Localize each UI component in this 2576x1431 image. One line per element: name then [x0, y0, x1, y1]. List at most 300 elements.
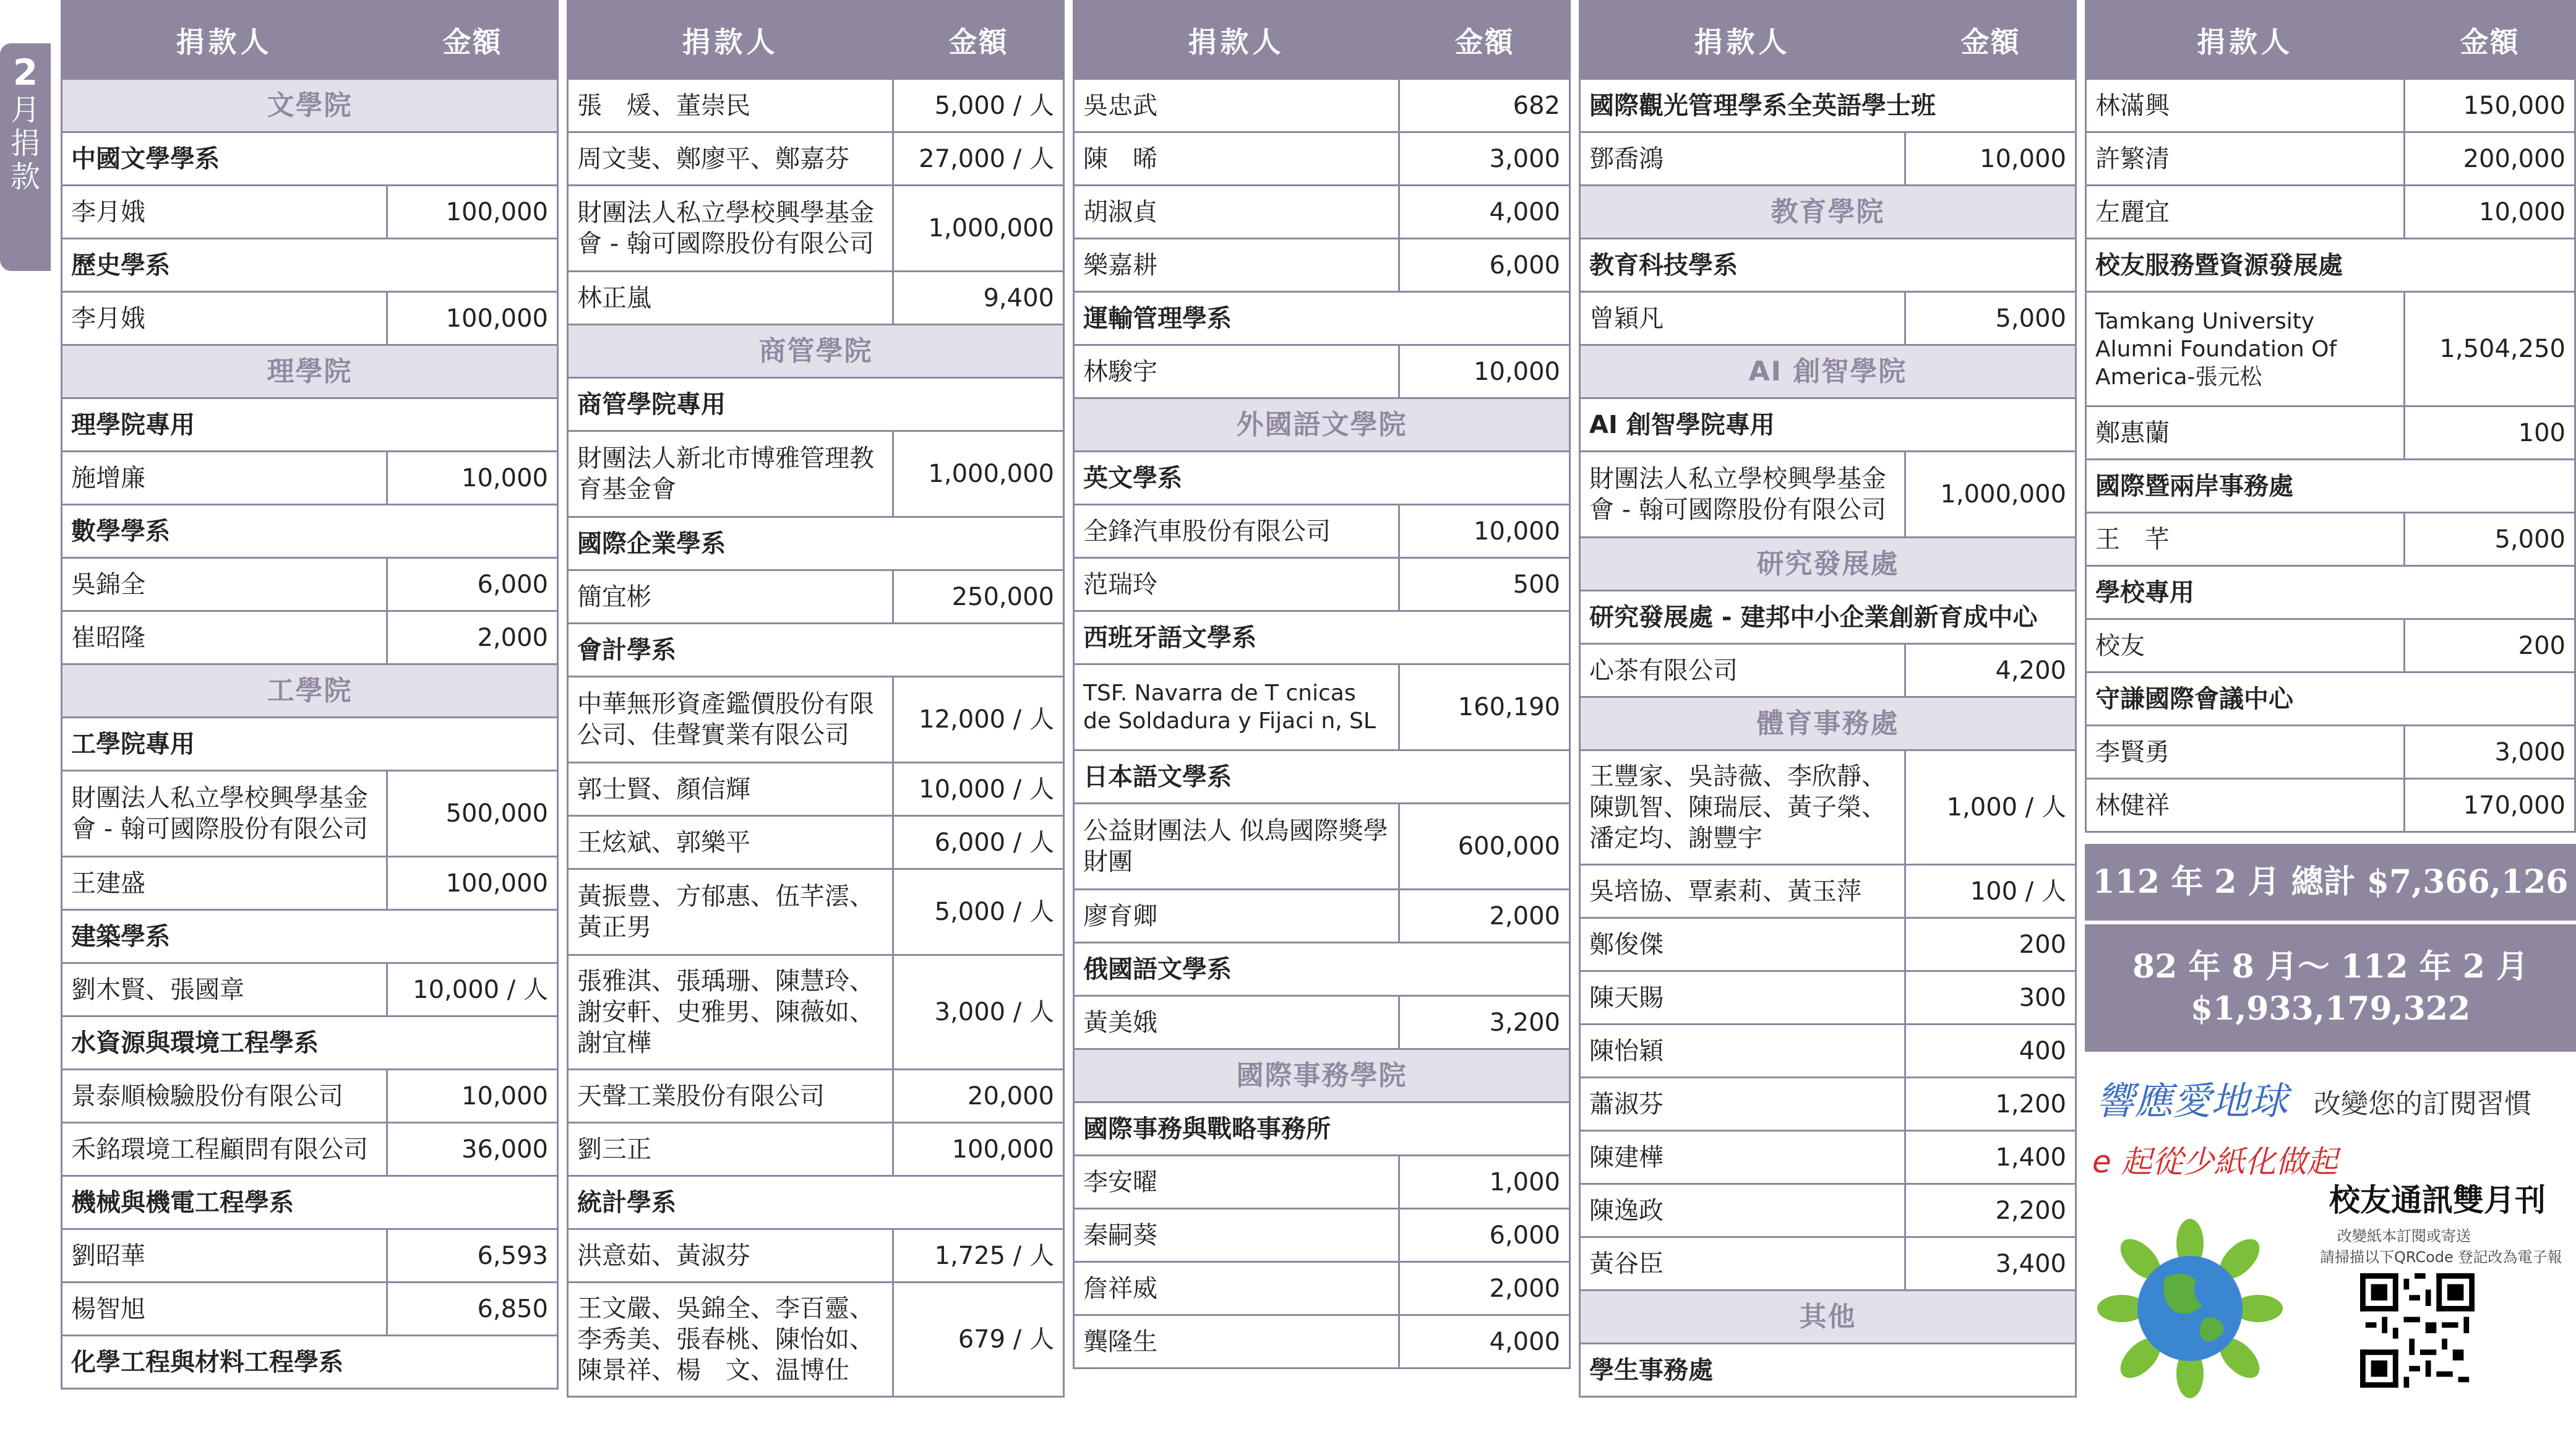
donor-row — [1074, 890, 1570, 943]
department-name: 機械與機電工程學系 — [62, 1176, 558, 1229]
donation-amount: 1,000,000 — [893, 186, 1064, 272]
donor-name: 陳建樺 — [1580, 1131, 1905, 1184]
donor-row — [568, 677, 1064, 763]
donor-row — [62, 1229, 558, 1283]
donor-row — [2086, 292, 2575, 406]
monthly-total: 112 年 2 月 總計 $7,366,126 — [2085, 844, 2576, 921]
promo-slogan: 響應愛地球 — [2096, 1078, 2288, 1124]
header-amount: 金額 — [2405, 1, 2575, 79]
donor-name: 范瑞玲 — [1074, 558, 1399, 611]
donor-name: 施增廉 — [62, 452, 387, 505]
donation-amount: 3,400 — [1905, 1237, 2076, 1291]
donation-amount: 600,000 — [1399, 804, 1570, 890]
donor-row — [62, 186, 558, 239]
donor-row — [62, 292, 558, 345]
donor-name: 林正嵐 — [568, 272, 893, 325]
donor-name: 鄧喬鴻 — [1580, 132, 1905, 186]
donation-amount: 2,200 — [1905, 1184, 2076, 1237]
department-name: 學生事務處 — [1580, 1344, 2076, 1397]
donor-name: 張雅淇、張瑀珊、陳慧玲、謝安軒、史雅男、陳薇如、謝宜樺 — [568, 955, 893, 1070]
donor-name: 楊智旭 — [62, 1283, 387, 1336]
donation-column-3 — [1073, 0, 1571, 1431]
donor-name: 樂嘉耕 — [1074, 239, 1399, 292]
e-newsletter-promo — [2085, 1064, 2576, 1411]
donor-row — [1580, 292, 2076, 345]
donor-name: 黃谷臣 — [1580, 1237, 1905, 1291]
header-donor: 捐款人 — [2086, 1, 2405, 79]
donor-row — [568, 869, 1064, 955]
donation-amount: 100,000 — [893, 1123, 1064, 1176]
donor-row — [1074, 1156, 1570, 1209]
donation-amount: 6,000 — [1399, 239, 1570, 292]
donor-row — [62, 857, 558, 910]
department-heading-row — [62, 1016, 558, 1070]
department-name: 水資源與環境工程學系 — [62, 1016, 558, 1070]
donor-row — [1074, 505, 1570, 558]
donor-row — [2086, 513, 2575, 566]
department-heading-row — [62, 1176, 558, 1229]
donor-name: 黃振豊、方郁惠、伍芊澐、黃正男 — [568, 869, 893, 955]
department-heading-row — [1580, 239, 2076, 292]
donor-name: 簡宜彬 — [568, 570, 893, 624]
header-amount: 金額 — [1399, 1, 1570, 79]
donation-amount: 27,000 / 人 — [893, 132, 1064, 186]
donor-row — [568, 1283, 1064, 1397]
donor-row — [1074, 1262, 1570, 1315]
donation-amount: 3,200 — [1399, 996, 1570, 1049]
department-name: 英文學系 — [1074, 452, 1570, 505]
donor-row — [62, 1070, 558, 1123]
donation-amount: 500,000 — [387, 771, 558, 857]
department-heading-row — [568, 1176, 1064, 1229]
donation-table — [61, 0, 559, 1390]
donor-row — [62, 452, 558, 505]
donation-table — [2085, 0, 2576, 833]
donor-name: 左麗宜 — [2086, 186, 2405, 239]
donor-name: 張 煖、董崇民 — [568, 79, 893, 132]
department-name: 建築學系 — [62, 910, 558, 963]
donation-amount: 170,000 — [2405, 779, 2575, 832]
donation-amount: 4,000 — [1399, 186, 1570, 239]
college-name: 商管學院 — [568, 325, 1064, 378]
department-name: AI 創智學院專用 — [1580, 398, 2076, 452]
department-name: 歷史學系 — [62, 239, 558, 292]
donation-amount: 12,000 / 人 — [893, 677, 1064, 763]
donation-amount: 100,000 — [387, 857, 558, 910]
donor-row — [568, 763, 1064, 816]
donor-row — [62, 963, 558, 1016]
department-heading-row — [2086, 239, 2575, 292]
department-heading-row — [1074, 292, 1570, 345]
donor-name: 王豐家、吳詩薇、李欣靜、陳凱智、陳瑞辰、黃子榮、潘定均、謝豐宇 — [1580, 750, 1905, 865]
donation-amount: 10,000 — [1399, 345, 1570, 398]
donation-amount: 4,000 — [1399, 1315, 1570, 1369]
department-name: 商管學院專用 — [568, 378, 1064, 431]
donation-amount: 5,000 — [1905, 292, 2076, 345]
donor-row — [2086, 726, 2575, 779]
department-heading-row — [1580, 1344, 2076, 1397]
donor-row — [1074, 132, 1570, 186]
donor-row — [62, 771, 558, 857]
promo-subslogan: 改變您的訂閱習慣 — [2314, 1088, 2531, 1120]
department-heading-row — [1580, 398, 2076, 452]
header-amount: 金額 — [387, 1, 558, 79]
cumulative-amount: $1,933,179,322 — [2190, 990, 2471, 1028]
donation-amount: 682 — [1399, 79, 1570, 132]
donor-name: 王炫斌、郭樂平 — [568, 816, 893, 869]
donor-row — [1074, 186, 1570, 239]
donor-name: 王 芊 — [2086, 513, 2405, 566]
earth-icon — [2097, 1219, 2283, 1398]
donation-amount: 10,000 — [1905, 132, 2076, 186]
department-name: 化學工程與材料工程學系 — [62, 1336, 558, 1389]
donor-name: 全鋒汽車股份有限公司 — [1074, 505, 1399, 558]
donor-name: 公益財團法人 似鳥國際獎學財團 — [1074, 804, 1399, 890]
donation-amount: 200,000 — [2405, 132, 2575, 186]
donor-name: 陳怡穎 — [1580, 1025, 1905, 1078]
donation-amount: 36,000 — [387, 1123, 558, 1176]
donation-amount: 3,000 — [2405, 726, 2575, 779]
donor-name: 財團法人新北市博雅管理教育基金會 — [568, 431, 893, 517]
donation-amount: 200 — [2405, 619, 2575, 673]
department-heading-row — [62, 132, 558, 186]
college-name: AI 創智學院 — [1580, 345, 2076, 398]
donation-amount: 10,000 — [2405, 186, 2575, 239]
college-name: 體育事務處 — [1580, 697, 2076, 750]
donation-amount: 1,000,000 — [893, 431, 1064, 517]
donor-name: 王建盛 — [62, 857, 387, 910]
promo-newsletter-title: 校友通訊雙月刊 — [2329, 1182, 2546, 1218]
donor-row — [568, 1070, 1064, 1123]
department-heading-row — [1074, 611, 1570, 664]
donation-amount: 9,400 — [893, 272, 1064, 325]
donor-name: 詹祥威 — [1074, 1262, 1399, 1315]
donor-name: 劉昭華 — [62, 1229, 387, 1283]
donor-name: TSF. Navarra de T cnicas de Soldadura y Fijaci n, SL — [1074, 664, 1399, 750]
department-heading-row — [2086, 673, 2575, 726]
donor-name: 龔隆生 — [1074, 1315, 1399, 1369]
promo-note-2: 請掃描以下QRCode 登記改為電子報 — [2320, 1248, 2562, 1266]
donor-row — [2086, 406, 2575, 460]
college-heading-row — [62, 345, 558, 398]
donation-amount: 5,000 — [2405, 513, 2575, 566]
donation-amount: 100 / 人 — [1905, 865, 2076, 918]
college-heading-row — [568, 325, 1064, 378]
college-name: 外國語文學院 — [1074, 398, 1570, 452]
donor-name: 胡淑貞 — [1074, 186, 1399, 239]
donation-amount: 2,000 — [387, 611, 558, 664]
promo-paperless: e 起從少紙化做起 — [2092, 1144, 2338, 1180]
department-heading-row — [62, 718, 558, 771]
donation-amount: 1,000 / 人 — [1905, 750, 2076, 865]
donor-name: 吳錦全 — [62, 558, 387, 611]
header-amount: 金額 — [1905, 1, 2076, 79]
donation-amount: 10,000 — [387, 1070, 558, 1123]
department-heading-row — [1074, 750, 1570, 804]
donor-row — [1074, 996, 1570, 1049]
department-name: 教育科技學系 — [1580, 239, 2076, 292]
donor-name: 陳天賜 — [1580, 971, 1905, 1025]
donor-name: 天聲工業股份有限公司 — [568, 1070, 893, 1123]
donor-row — [568, 272, 1064, 325]
department-name: 國際暨兩岸事務處 — [2086, 460, 2575, 513]
donor-name: 中華無形資產鑑價股份有限公司、佳聲實業有限公司 — [568, 677, 893, 763]
donation-column-4 — [1579, 0, 2077, 1431]
college-heading-row — [1580, 1291, 2076, 1344]
month-number: 2 — [12, 51, 38, 93]
donor-name: 財團法人私立學校興學基金會 - 翰可國際股份有限公司 — [1580, 452, 1905, 538]
donation-amount: 1,400 — [1905, 1131, 2076, 1184]
donation-amount: 100,000 — [387, 186, 558, 239]
department-heading-row — [568, 378, 1064, 431]
donation-amount: 10,000 — [1399, 505, 1570, 558]
header-donor: 捐款人 — [62, 1, 387, 79]
department-heading-row — [62, 239, 558, 292]
donation-amount: 250,000 — [893, 570, 1064, 624]
donor-row — [1580, 1237, 2076, 1291]
donor-row — [62, 1123, 558, 1176]
cumulative-total — [2085, 924, 2576, 1052]
header-donor: 捐款人 — [568, 1, 893, 79]
donation-amount: 100 — [2405, 406, 2575, 460]
donation-amount: 1,000,000 — [1905, 452, 2076, 538]
donor-name: 劉木賢、張國章 — [62, 963, 387, 1016]
donor-name: 林健祥 — [2086, 779, 2405, 832]
college-heading-row — [1580, 697, 2076, 750]
donor-row — [2086, 619, 2575, 673]
department-heading-row — [62, 1336, 558, 1389]
donor-name: 鄭惠蘭 — [2086, 406, 2405, 460]
donor-row — [568, 1123, 1064, 1176]
donation-amount: 10,000 / 人 — [387, 963, 558, 1016]
department-name: 研究發展處 - 建邦中小企業創新育成中心 — [1580, 591, 2076, 644]
donor-row — [1580, 452, 2076, 538]
header-donor: 捐款人 — [1074, 1, 1399, 79]
donor-name: 王文嚴、吳錦全、李百靈、李秀美、張春桃、陳怡如、陳景祥、楊 文、温博仕 — [568, 1283, 893, 1397]
donor-name: 陳逸政 — [1580, 1184, 1905, 1237]
donor-name: 景泰順檢驗股份有限公司 — [62, 1070, 387, 1123]
department-heading-row — [568, 517, 1064, 570]
department-heading-row — [2086, 566, 2575, 619]
donation-table — [1579, 0, 2077, 1398]
donor-name: 洪意茹、黃淑芬 — [568, 1229, 893, 1283]
donor-name: 心茶有限公司 — [1580, 644, 1905, 697]
department-heading-row — [62, 398, 558, 452]
college-name: 理學院 — [62, 345, 558, 398]
donation-amount: 20,000 — [893, 1070, 1064, 1123]
donor-name: 校友 — [2086, 619, 2405, 673]
donor-row — [568, 816, 1064, 869]
donor-row — [1580, 865, 2076, 918]
donor-row — [568, 132, 1064, 186]
header-donor: 捐款人 — [1580, 1, 1905, 79]
department-name: 數學學系 — [62, 505, 558, 558]
donation-column-5 — [2085, 0, 2576, 1431]
donor-name: 陳 晞 — [1074, 132, 1399, 186]
donor-name: 郭士賢、顏信輝 — [568, 763, 893, 816]
donor-row — [568, 955, 1064, 1070]
donor-row — [1580, 1184, 2076, 1237]
donor-name: 吳培協、覃素莉、黃玉萍 — [1580, 865, 1905, 918]
donor-name: 吳忠武 — [1074, 79, 1399, 132]
donation-amount: 1,725 / 人 — [893, 1229, 1064, 1283]
department-heading-row — [1074, 943, 1570, 996]
donor-row — [1074, 1315, 1570, 1369]
month-label: 月捐款 — [10, 93, 40, 194]
department-name: 國際企業學系 — [568, 517, 1064, 570]
donor-name: 曾穎凡 — [1580, 292, 1905, 345]
department-name: 學校專用 — [2086, 566, 2575, 619]
donor-name: Tamkang University Alumni Foundation Of America-張元松 — [2086, 292, 2405, 406]
donation-amount: 1,504,250 — [2405, 292, 2575, 406]
donor-name: 禾銘環境工程顧問有限公司 — [62, 1123, 387, 1176]
donor-name: 許繁清 — [2086, 132, 2405, 186]
donor-row — [1074, 345, 1570, 398]
donor-row — [1580, 644, 2076, 697]
department-name: 俄國語文學系 — [1074, 943, 1570, 996]
donor-row — [568, 431, 1064, 517]
promo-note-1: 改變紙本訂閱或寄送 — [2337, 1227, 2471, 1245]
donor-row — [2086, 186, 2575, 239]
donor-row — [568, 79, 1064, 132]
donor-row — [1074, 79, 1570, 132]
donor-name: 秦嗣葵 — [1074, 1209, 1399, 1262]
donation-amount: 4,200 — [1905, 644, 2076, 697]
donor-row — [62, 1283, 558, 1336]
donation-amount: 200 — [1905, 918, 2076, 971]
donor-name: 黃美娥 — [1074, 996, 1399, 1049]
qr-code-icon[interactable] — [2360, 1273, 2475, 1388]
donor-name: 財團法人私立學校興學基金會 - 翰可國際股份有限公司 — [568, 186, 893, 272]
donation-amount: 2,000 — [1399, 890, 1570, 943]
donor-row — [1580, 750, 2076, 865]
donor-row — [1580, 1025, 2076, 1078]
donation-amount: 300 — [1905, 971, 2076, 1025]
department-name: 會計學系 — [568, 624, 1064, 677]
donation-amount: 3,000 / 人 — [893, 955, 1064, 1070]
donation-amount: 3,000 — [1399, 132, 1570, 186]
donor-name: 李月娥 — [62, 186, 387, 239]
college-heading-row — [1074, 1049, 1570, 1102]
donation-amount: 6,850 — [387, 1283, 558, 1336]
donor-name: 林滿興 — [2086, 79, 2405, 132]
donor-row — [1074, 804, 1570, 890]
donation-table — [1073, 0, 1571, 1369]
donor-row — [2086, 132, 2575, 186]
college-name: 工學院 — [62, 664, 558, 718]
department-heading-row — [2086, 460, 2575, 513]
donor-row — [1074, 558, 1570, 611]
college-name: 教育學院 — [1580, 186, 2076, 239]
college-heading-row — [1580, 345, 2076, 398]
donor-name: 林駿宇 — [1074, 345, 1399, 398]
donor-row — [1580, 1131, 2076, 1184]
department-name: 統計學系 — [568, 1176, 1064, 1229]
donation-amount: 10,000 — [387, 452, 558, 505]
donation-amount: 6,000 — [1399, 1209, 1570, 1262]
donation-amount: 1,000 — [1399, 1156, 1570, 1209]
department-name: 理學院專用 — [62, 398, 558, 452]
donation-amount: 10,000 / 人 — [893, 763, 1064, 816]
department-heading-row — [62, 910, 558, 963]
donor-row — [1580, 971, 2076, 1025]
donation-amount: 6,000 / 人 — [893, 816, 1064, 869]
department-heading-row — [1074, 452, 1570, 505]
department-name: 西班牙語文學系 — [1074, 611, 1570, 664]
donation-column-1 — [61, 0, 559, 1431]
donor-name: 李月娥 — [62, 292, 387, 345]
donor-name: 財團法人私立學校興學基金會 - 翰可國際股份有限公司 — [62, 771, 387, 857]
donor-name: 劉三正 — [568, 1123, 893, 1176]
donor-name: 鄭俊傑 — [1580, 918, 1905, 971]
college-heading-row — [1580, 538, 2076, 591]
donor-row — [62, 558, 558, 611]
donor-name: 崔昭隆 — [62, 611, 387, 664]
donor-row — [62, 611, 558, 664]
cumulative-period: 82 年 8 月～ 112 年 2 月 — [2132, 948, 2528, 986]
month-side-tab — [0, 43, 51, 271]
donor-row — [1074, 1209, 1570, 1262]
department-name: 運輸管理學系 — [1074, 292, 1570, 345]
department-heading-row — [568, 624, 1064, 677]
department-heading-row — [62, 505, 558, 558]
donor-name: 周文斐、鄭廖平、鄭嘉芬 — [568, 132, 893, 186]
donor-name: 蕭淑芬 — [1580, 1078, 1905, 1131]
college-heading-row — [1074, 398, 1570, 452]
department-name: 校友服務暨資源發展處 — [2086, 239, 2575, 292]
college-heading-row — [62, 79, 558, 132]
donation-amount: 6,000 — [387, 558, 558, 611]
donor-row — [2086, 79, 2575, 132]
donor-row — [568, 186, 1064, 272]
donor-row — [1074, 664, 1570, 750]
donation-table — [567, 0, 1065, 1398]
donor-row — [1580, 918, 2076, 971]
donor-row — [1580, 132, 2076, 186]
donation-amount: 1,200 — [1905, 1078, 2076, 1131]
donation-amount: 6,593 — [387, 1229, 558, 1283]
donor-name: 李安曜 — [1074, 1156, 1399, 1209]
donation-amount: 150,000 — [2405, 79, 2575, 132]
donation-column-2 — [567, 0, 1065, 1431]
donor-row — [568, 1229, 1064, 1283]
donation-amount: 160,190 — [1399, 664, 1570, 750]
college-name: 國際事務學院 — [1074, 1049, 1570, 1102]
donor-row — [568, 570, 1064, 624]
donation-amount: 679 / 人 — [893, 1283, 1064, 1397]
donor-name: 李賢勇 — [2086, 726, 2405, 779]
department-name: 工學院專用 — [62, 718, 558, 771]
donor-row — [2086, 779, 2575, 832]
college-name: 文學院 — [62, 79, 558, 132]
donor-row — [1580, 1078, 2076, 1131]
college-name: 研究發展處 — [1580, 538, 2076, 591]
donation-amount: 500 — [1399, 558, 1570, 611]
donation-amount: 100,000 — [387, 292, 558, 345]
department-name: 中國文學學系 — [62, 132, 558, 186]
department-heading-row — [1074, 1102, 1570, 1156]
college-heading-row — [1580, 186, 2076, 239]
header-amount: 金額 — [893, 1, 1064, 79]
donation-amount: 400 — [1905, 1025, 2076, 1078]
department-name: 國際事務與戰略事務所 — [1074, 1102, 1570, 1156]
department-heading-row — [1580, 591, 2076, 644]
college-name: 其他 — [1580, 1291, 2076, 1344]
department-name: 守謙國際會議中心 — [2086, 673, 2575, 726]
donation-amount: 5,000 / 人 — [893, 79, 1064, 132]
college-heading-row — [62, 664, 558, 718]
donation-amount: 5,000 / 人 — [893, 869, 1064, 955]
